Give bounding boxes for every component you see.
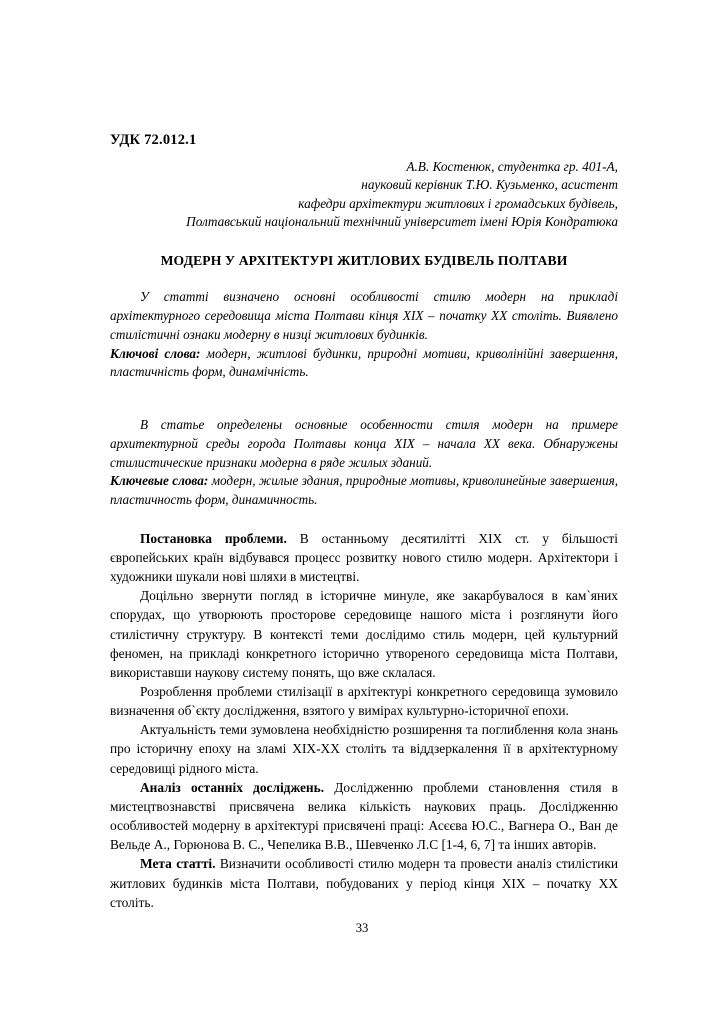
authors-block bbox=[110, 158, 618, 231]
abstract-ru-keywords-list: модерн, жилые здания, природные мотивы, криволинейные завершения, пластичность форм, динамичность. bbox=[110, 473, 618, 507]
section-heading: Мета статті. bbox=[140, 856, 216, 872]
section-text: Визначити особливості стилю модерн та провести аналіз стилістики житлових будинків міста Полтави, побудованих у період кінця ХІХ – початку ХХ століть. bbox=[110, 856, 618, 910]
abstract-ru-keywords-label: Ключевые слова: bbox=[110, 473, 209, 489]
page-title: МОДЕРН У АРХІТЕКТУРІ ЖИТЛОВИХ БУДІВЕЛЬ ПОЛТАВИ bbox=[160, 253, 568, 269]
paragraph bbox=[110, 720, 618, 777]
section-text: Дослідженню проблеми становлення стиля в мистецтвознавстві присвячена велика кількість наукових праць. Дослідженню особливостей модерну в архітектурі присвячені праці: Асєєва Ю.С., Вагнера О., Ван де Вельде А., Горюнова В. С., Чепелика В.В., Шевченко Л.С [1-4, 6, 7] та інших авторів. bbox=[110, 779, 618, 853]
abstract-ru-keywords bbox=[110, 472, 618, 509]
paragraph bbox=[110, 586, 618, 682]
abstract-uk-keywords-label: Ключові слова: bbox=[110, 345, 201, 361]
paragraph bbox=[110, 682, 618, 720]
page-number: 33 bbox=[355, 921, 369, 935]
abstract-uk-keywords bbox=[110, 345, 618, 382]
abstract-russian bbox=[110, 416, 618, 510]
section-text: Розроблення проблеми стилізації в архітектурі конкретного середовища зумовило визначення об`єкту дослідження, взятого у вимірах культурно-історичної епохи. bbox=[110, 683, 618, 719]
paragraph bbox=[110, 529, 618, 586]
abstract-divider bbox=[110, 382, 618, 397]
abstract-ru-text: В статье определены основные особенности стиля модерн на примере архитектурной среды города Полтавы конца ХІХ – начала ХХ века. Обнаружены стилистические признаки модерна в ряде жилых зданий. bbox=[110, 417, 618, 470]
page-content bbox=[110, 132, 618, 912]
paragraph bbox=[110, 778, 618, 855]
section-heading: Аналіз останніх досліджень. bbox=[140, 779, 325, 795]
article-body bbox=[110, 529, 618, 912]
author-line-3: кафедри архітектури житлових і громадських будівель, bbox=[298, 195, 618, 211]
author-line-4: Полтавський національний технічний університет імені Юрія Кондратюка bbox=[186, 214, 618, 230]
udk-code: УДК 72.012.1 bbox=[110, 132, 197, 148]
abstract-uk-text: У статті визначено основні особливості стилю модерн на прикладі архітектурного середовища міста Полтави кінця ХІХ – початку ХХ століть. Виявлено стилістичні ознаки модерну в низці житлових будинків. bbox=[110, 289, 618, 342]
section-text: Актуальність теми зумовлена необхідністю розширення та поглиблення кола знань про історичну епоху на зламі ХІХ-ХХ століть та віддзеркалення її в архітектурному середовищі рідного міста. bbox=[110, 722, 618, 776]
paragraph bbox=[110, 854, 618, 911]
abstract-uk-keywords-list: модерн, житлові будинки, природні мотиви, криволінійні завершення, пластичність форм, динамічність. bbox=[110, 345, 618, 380]
author-line-2: науковий керівник Т.Ю. Кузьменко, асистент bbox=[361, 177, 618, 193]
section-text: В останньому десятилітті ХІХ ст. у більшості європейських країн відбувався процесс розвитку нового стилю модерн. Архітектори і художники шукали нові шляхи в мистецтві. bbox=[110, 530, 618, 585]
author-line-1: А.В. Костенюк, студентка гр. 401-А, bbox=[406, 159, 618, 174]
abstract-ukrainian bbox=[110, 288, 618, 382]
section-heading: Постановка проблеми. bbox=[140, 530, 287, 546]
section-text: Доцільно звернути погляд в історичне минуле, яке закарбувалося в кам`яних спорудах, що утворюють просторове середовище нашого міста і розглянути його стилістичну структуру. В контексті теми дослідимо стиль модерн, цей культурний феномен, на прикладі конкретного історично утвореного середовища міста Полтави, використавши наукову систему понять, що вже склалася. bbox=[110, 588, 618, 680]
